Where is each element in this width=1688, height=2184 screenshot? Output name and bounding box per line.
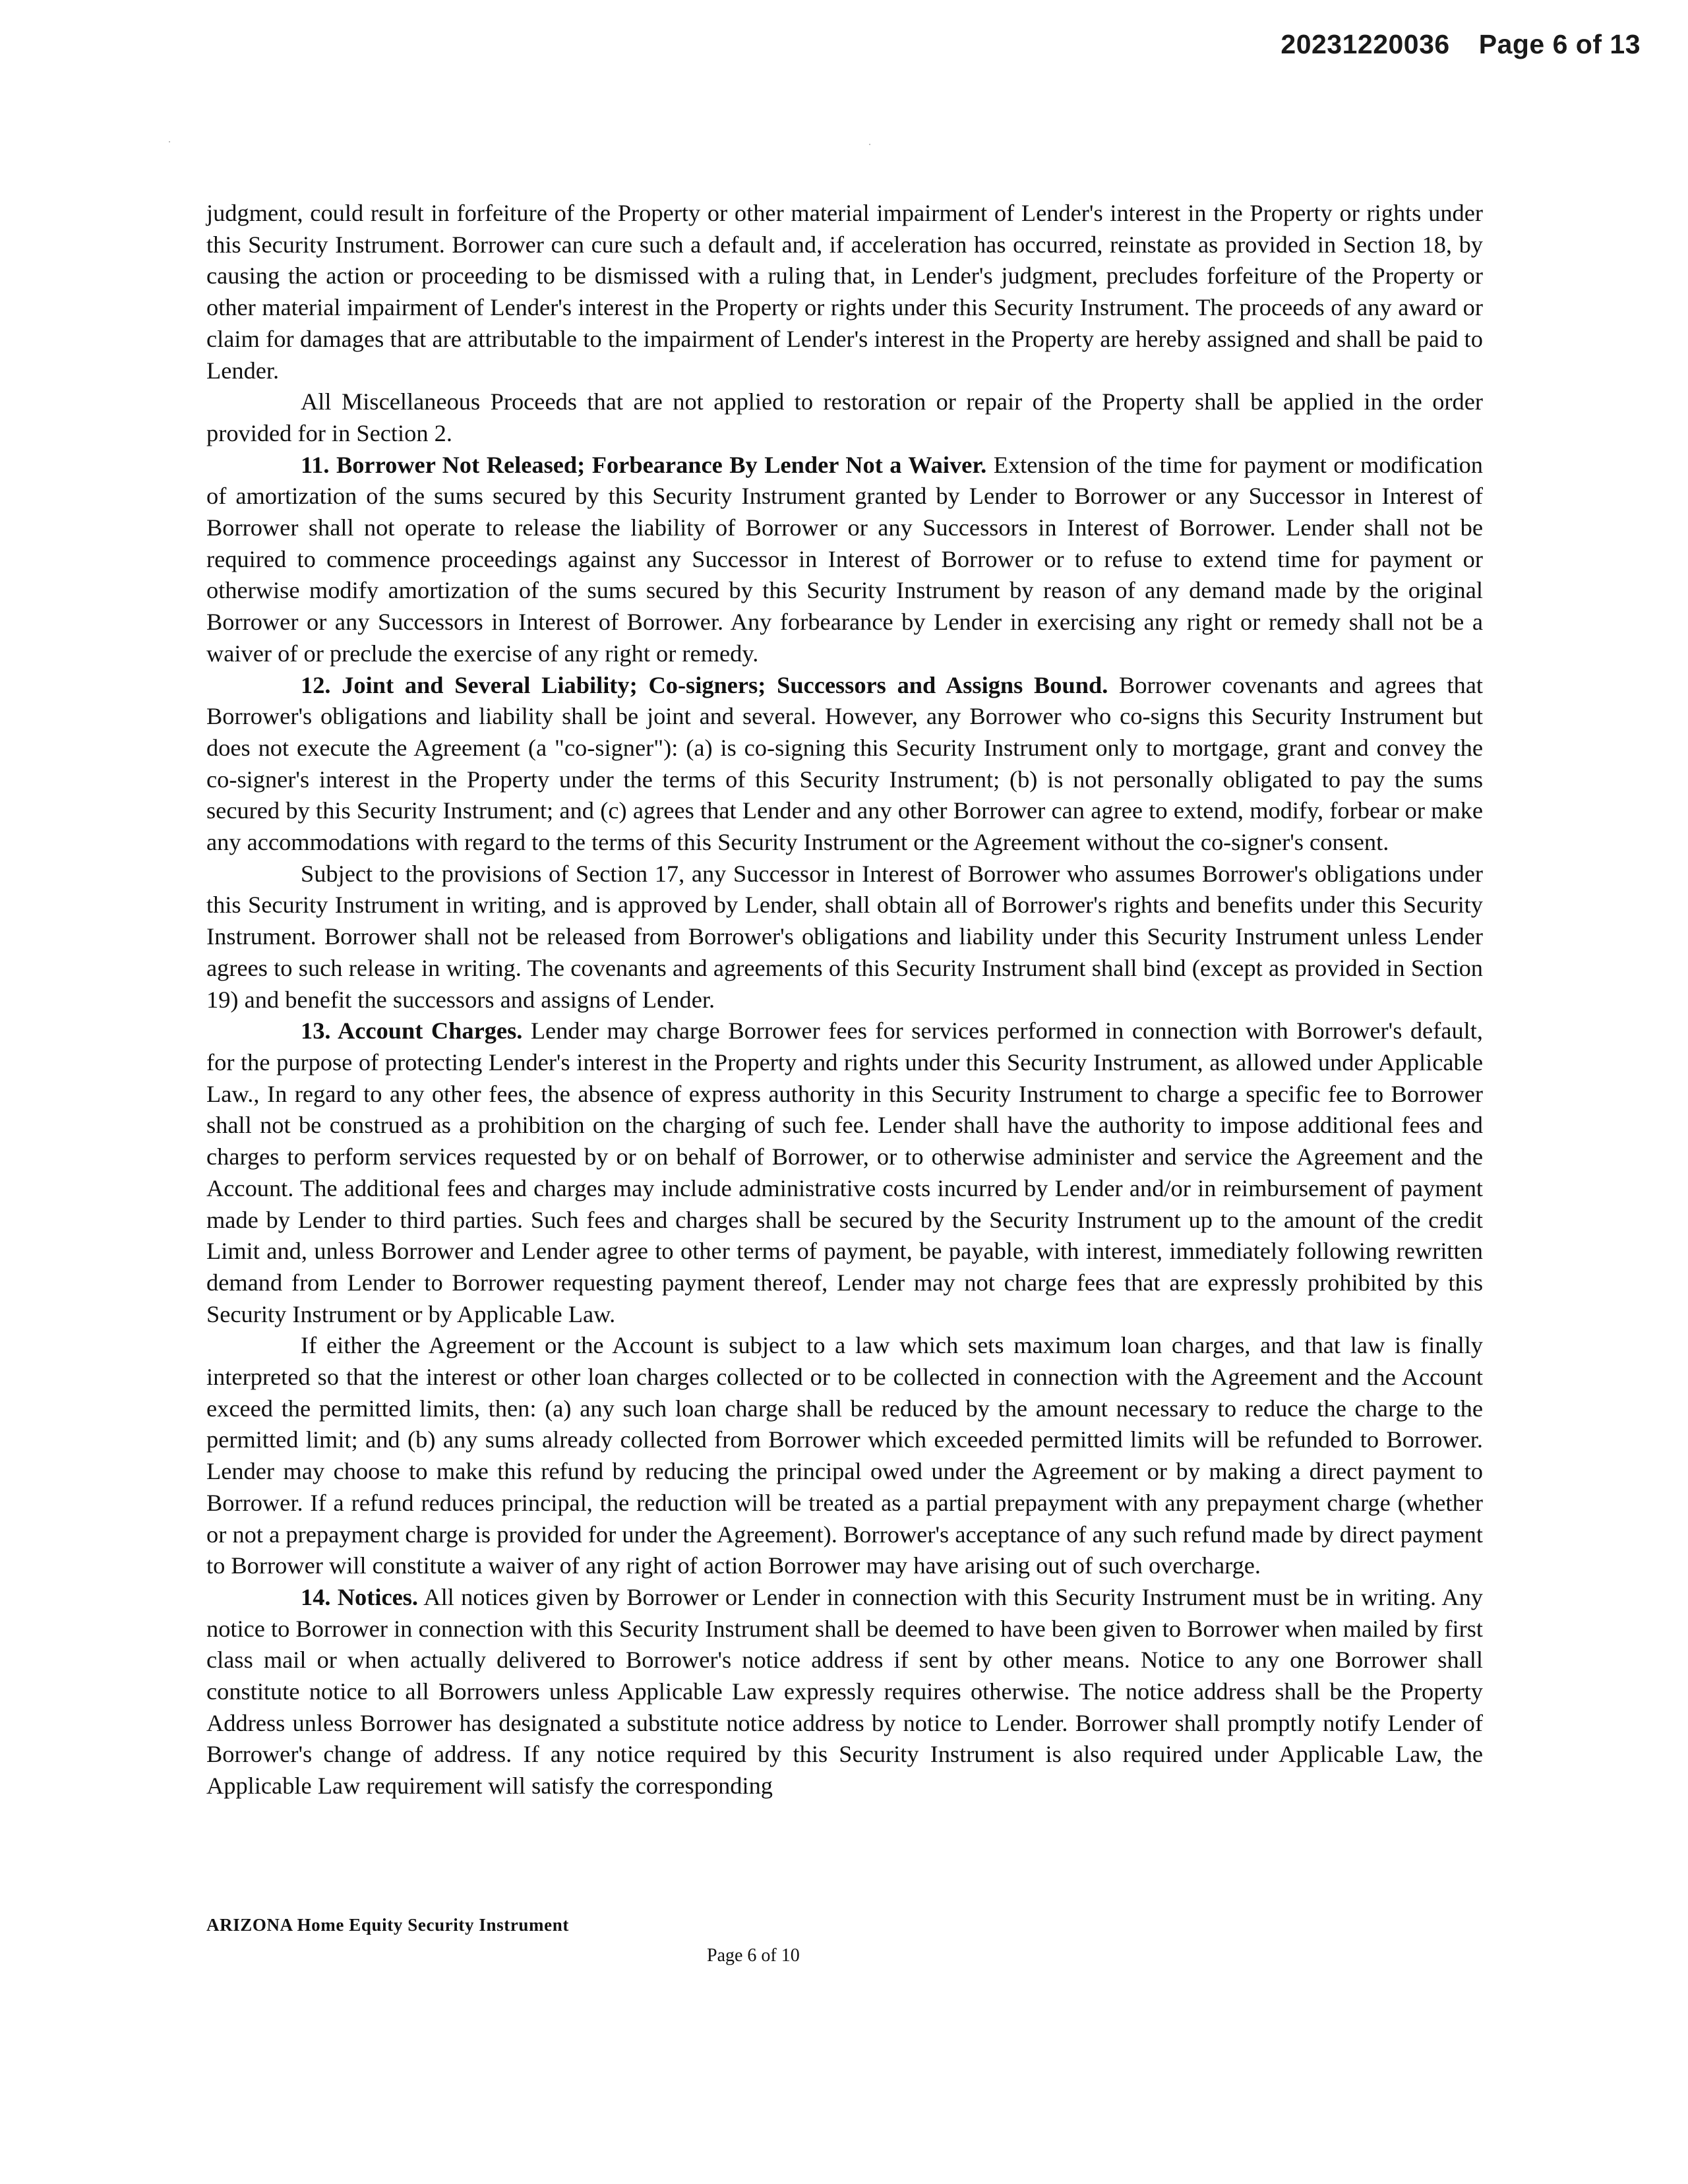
section-11	[206, 450, 1483, 670]
form-title: ARIZONA Home Equity Security Instrument	[206, 1915, 569, 1935]
section-12	[206, 670, 1483, 859]
paragraph-loan-charges	[206, 1330, 1483, 1582]
section-heading: 12. Joint and Several Liability; Co-signers; Successors and Assigns Bound.	[301, 671, 1108, 698]
paragraph-text: Extension of the time for payment or modification of amortization of the sums secured by this Security Instrument granted by Lender to Borrower or any Successor in Interest of Borrower shall not operate to release the liability of Borrower or any Successors in Interest of Borrower. Lender shall not be required to commence proceedings against any Successor in Interest of Borrower or to refuse to extend time for payment or otherwise modify amortization of the sums secured by this Security Instrument by reason of any demand made by the original Borrower or any Successors in Interest of Borrower. Any forbearance by Lender in exercising any right or remedy shall not be a waiver of or preclude the exercise of any right or remedy.	[206, 451, 1484, 667]
paragraph-continuation	[206, 198, 1483, 386]
paragraph-text: If either the Agreement or the Account is subject to a law which sets maximum loan charges, and that law is finally interpreted so that the interest or other loan charges collected or to be collected in connection with the Agreement and the Account exceed the permitted limits, then: (a) any such loan charge shall be reduced by the amount necessary to reduce the charge to the permitted limit; and (b) any sums already collected from Borrower which exceeded permitted limits will be refunded to Borrower. Lender may choose to make this refund by reducing the principal owed under the Agreement or by making a direct payment to Borrower. If a refund reduces principal, the reduction will be treated as a partial prepayment with any prepayment charge (whether or not a prepayment charge is provided for under the Agreement). Borrower's acceptance of any such refund made by direct payment to Borrower will constitute a waiver of any right of action Borrower may have arising out of such overcharge.	[206, 1332, 1483, 1579]
paragraph-text: All Miscellaneous Proceeds that are not applied to restoration or repair of the Property shall be applied in the order provided for in Section 2.	[206, 388, 1483, 446]
paragraph-text: Lender may charge Borrower fees for services performed in connection with Borrower's default, for the purpose of protecting Lender's interest in the Property and rights under this Security Instrument, as allowed under Applicable Law., In regard to any other fees, the absence of express authority in this Security Instrument to charge a specific fee to Borrower shall not be construed as a prohibition on the charging of such fee. Lender shall have the authority to impose additional fees and charges to perform services requested by or on behalf of Borrower, or to otherwise administer and service the Agreement and the Account. The additional fees and charges may include administrative costs incurred by Lender and/or in reimbursement of payment made by Lender to third parties. Such fees and charges shall be secured by the Security Instrument up to the amount of the credit Limit and, unless Borrower and Lender agree to other terms of payment, be payable, with interest, immediately following rewritten demand from Lender to Borrower requesting payment thereof, Lender may not charge fees that are expressly prohibited by this Security Instrument or by Applicable Law.	[206, 1017, 1483, 1327]
recording-page-label: Page 6 of 13	[1478, 29, 1641, 59]
section-heading: 13. Account Charges.	[301, 1017, 523, 1045]
paragraph-text: Borrower covenants and agrees that Borrower's obligations and liability shall be joint and several. However, any Borrower who co-signs this Security Instrument but does not execute the Agreement (a "co-signer"): (a) is co-signing this Security Instrument only to mortgage, grant and convey the co-signer's interest in the Property under the terms of this Security Instrument; (b) is not personally obligated to pay the sums secured by this Security Instrument; and (c) agrees that Lender and any other Borrower can agree to extend, modify, forbear or make any accommodations with regard to the terms of this Security Instrument or the Agreement without the co-signer's consent.	[206, 671, 1483, 856]
paragraph-text: judgment, could result in forfeiture of the Property or other material impairment of Lender's interest in the Property or rights under this Security Instrument. Borrower can cure such a default and, if acceleration has occurred, reinstate as provided in Section 18, by causing the action or proceeding to be dismissed with a ruling that, in Lender's judgment, precludes forfeiture of the Property or other material impairment of Lender's interest in the Property or rights under this Security Instrument. The proceeds of any award or claim for damages that are attributable to the impairment of Lender's interest in the Property are hereby assigned and shall be paid to Lender.	[206, 200, 1483, 384]
paragraph-text: All notices given by Borrower or Lender in connection with this Security Instrument must be in writing. Any notice to Borrower in connection with this Security Instrument shall be deemed to have been given to Borrower when mailed by first class mail or when actually delivered to Borrower's notice address if sent by other means. Notice to any one Borrower shall constitute notice to all Borrowers unless Applicable Law expressly requires otherwise. The notice address shall be the Property Address unless Borrower has designated a substitute notice address by notice to Lender. Borrower shall promptly notify Lender of Borrower's change of address. If any notice required by this Security Instrument is also required under Applicable Law, the Applicable Law requirement will satisfy the corresponding	[206, 1583, 1483, 1800]
document-body	[206, 198, 1483, 1802]
paragraph-miscellaneous-proceeds	[206, 386, 1483, 449]
section-14	[206, 1582, 1483, 1802]
scan-speck	[869, 144, 870, 145]
paragraph-text: Subject to the provisions of Section 17, any Successor in Interest of Borrower who assumes Borrower's obligations under this Security Instrument in writing, and is approved by Lender, shall obtain all of Borrower's rights and benefits under this Security Instrument. Borrower shall not be released from Borrower's obligations and liability under this Security Instrument unless Lender agrees to such release in writing. The covenants and agreements of this Security Instrument shall bind (except as provided in Section 19) and benefit the successors and assigns of Lender.	[206, 860, 1483, 1013]
page-number: Page 6 of 10	[707, 1945, 800, 1966]
section-heading: 14. Notices.	[301, 1583, 419, 1610]
section-13	[206, 1016, 1483, 1330]
recording-stamp	[1281, 29, 1641, 60]
scan-speck	[169, 141, 170, 142]
document-number: 20231220036	[1281, 29, 1450, 59]
paragraph-successors	[206, 859, 1483, 1016]
section-heading: 11. Borrower Not Released; Forbearance By Lender Not a Waiver.	[301, 451, 987, 478]
